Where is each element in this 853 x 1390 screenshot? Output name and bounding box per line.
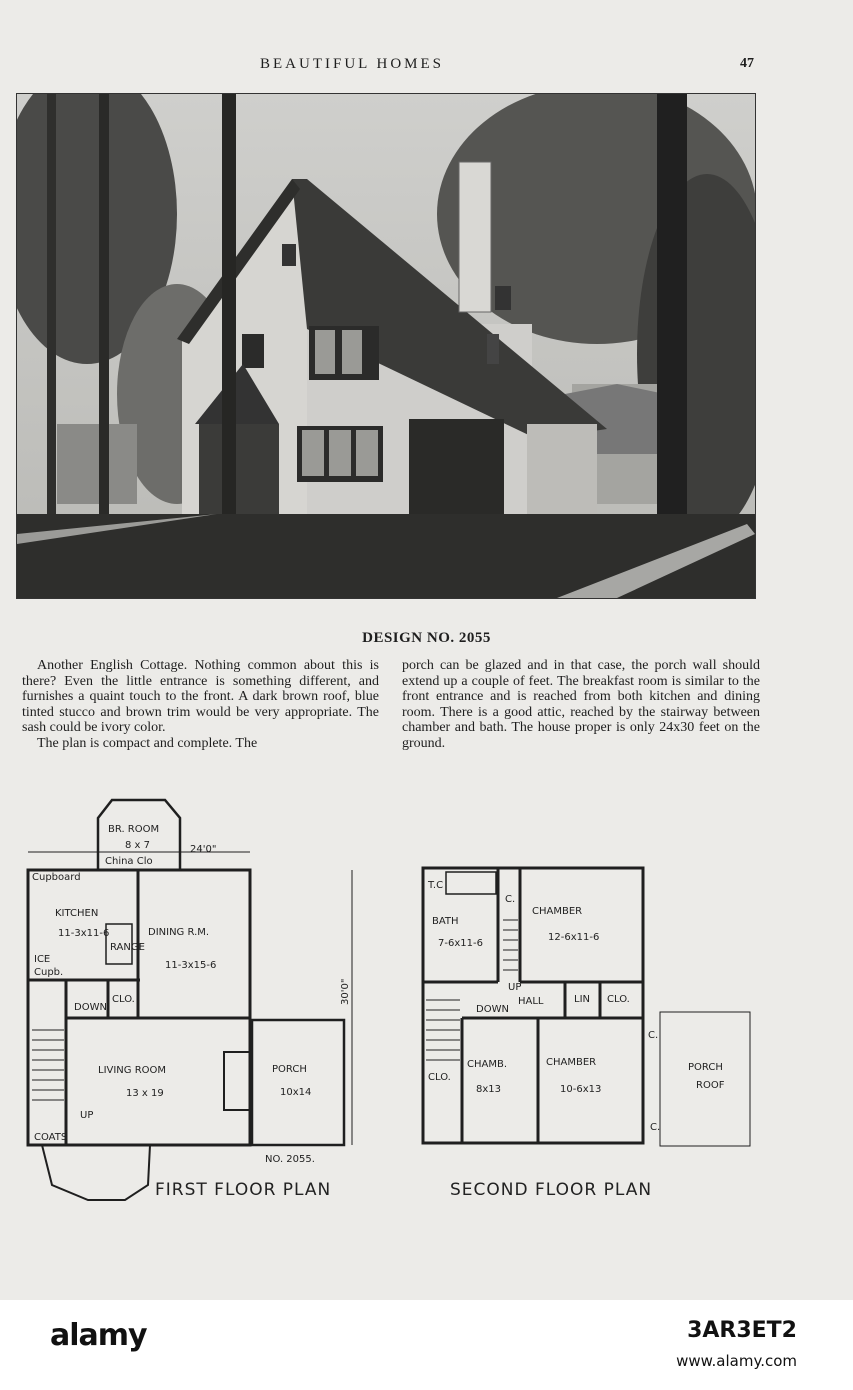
- down-label: DOWN: [74, 1002, 107, 1013]
- chamber-1-label: CHAMBER: [532, 906, 583, 917]
- paragraph-3: porch can be glazed and in that case, the porch wall should extend up a couple of feet. The breakfast room is similar to the front entrance and is reached from both kitchen and dining room. There is a good attic, reached by the stairway between chamber and bath. The house proper is only 24x30 feet on the ground.: [402, 658, 760, 751]
- range-label: RANGE: [110, 942, 145, 953]
- paragraph-1: Another English Cottage. Nothing common about this is there? Even the little entrance is something different, and furnishes a quaint touch to the front. A dark brown roof, blue tinted stucco and brown trim would be very appropriate. The sash could be ivory color.: [22, 658, 379, 736]
- chamb-label: CHAMB.: [467, 1059, 508, 1070]
- first-floor-caption: FIRST FLOOR PLAN: [155, 1180, 332, 1200]
- chamber-1-size: 12-6x11-6: [548, 932, 600, 943]
- brand-logo: alamy: [50, 1318, 147, 1353]
- plan-number: NO. 2055.: [265, 1154, 315, 1165]
- closet-label-2: CLO.: [607, 994, 630, 1005]
- fireplace: [224, 1052, 250, 1110]
- chamber-2-size: 10-6x13: [560, 1084, 602, 1095]
- porch-label: PORCH: [272, 1064, 307, 1075]
- entrance-bay: [42, 1145, 150, 1200]
- bath-size: 7-6x11-6: [438, 938, 483, 949]
- image-id: 3AR3ET2: [687, 1318, 797, 1343]
- cupb-label: Cupb.: [34, 967, 64, 978]
- kitchen-size: 11-3x11-6: [58, 928, 110, 939]
- hall-label: HALL: [518, 996, 544, 1007]
- design-title: DESIGN NO. 2055: [362, 630, 491, 646]
- porch-roof-outline: [660, 1012, 750, 1146]
- article-text-right: [402, 658, 760, 752]
- dining-room-label: DINING R.M.: [148, 927, 210, 938]
- tc-label: T.C: [428, 880, 444, 891]
- closet-label-3: CLO.: [428, 1072, 451, 1083]
- house-photograph: [16, 93, 756, 599]
- width-dimension: 24'0": [190, 844, 217, 855]
- kitchen-label: KITCHEN: [55, 908, 99, 919]
- br-room-label: BR. ROOM: [108, 824, 160, 835]
- icebox-label: ICE: [34, 954, 51, 965]
- closet-c-bottom: C.: [650, 1122, 661, 1133]
- depth-dimension: 30'0": [340, 978, 351, 1005]
- running-title: BEAUTIFUL HOMES: [260, 56, 445, 72]
- linen-label: LIN: [574, 994, 591, 1005]
- closet-c-top: C.: [505, 894, 516, 905]
- paragraph-2: The plan is compact and complete. The: [37, 735, 258, 751]
- chamb-size: 8x13: [476, 1084, 502, 1095]
- porch-outline: [252, 1020, 344, 1145]
- site-url[interactable]: www.alamy.com: [676, 1352, 797, 1370]
- up-label-2: UP: [508, 982, 522, 993]
- coats-label: COATS: [34, 1132, 68, 1143]
- living-room-size: 13 x 19: [126, 1088, 164, 1099]
- cupboard-label: Cupboard: [32, 872, 81, 883]
- watermark-footer: [0, 1300, 853, 1390]
- porch-roof-label-2: ROOF: [696, 1080, 725, 1091]
- second-floor-caption: SECOND FLOOR PLAN: [450, 1180, 653, 1200]
- down-label-2: DOWN: [476, 1004, 509, 1015]
- living-room-label: LIVING ROOM: [98, 1065, 167, 1076]
- tub: [446, 872, 496, 894]
- porch-size: 10x14: [280, 1087, 312, 1098]
- page-number: 47: [740, 56, 754, 71]
- china-closet-label: China Clo: [105, 856, 153, 867]
- porch-roof-label-1: PORCH: [688, 1062, 723, 1073]
- dining-room-size: 11-3x15-6: [165, 960, 217, 971]
- up-label: UP: [80, 1110, 94, 1121]
- closet-c-side: C.: [648, 1030, 659, 1041]
- floor-plans: [0, 790, 853, 1210]
- br-room-size: 8 x 7: [125, 840, 150, 851]
- closet-label: CLO.: [112, 994, 135, 1005]
- bath-label: BATH: [432, 916, 459, 927]
- chamber-2-label: CHAMBER: [546, 1057, 597, 1068]
- article-text-left: [22, 658, 379, 752]
